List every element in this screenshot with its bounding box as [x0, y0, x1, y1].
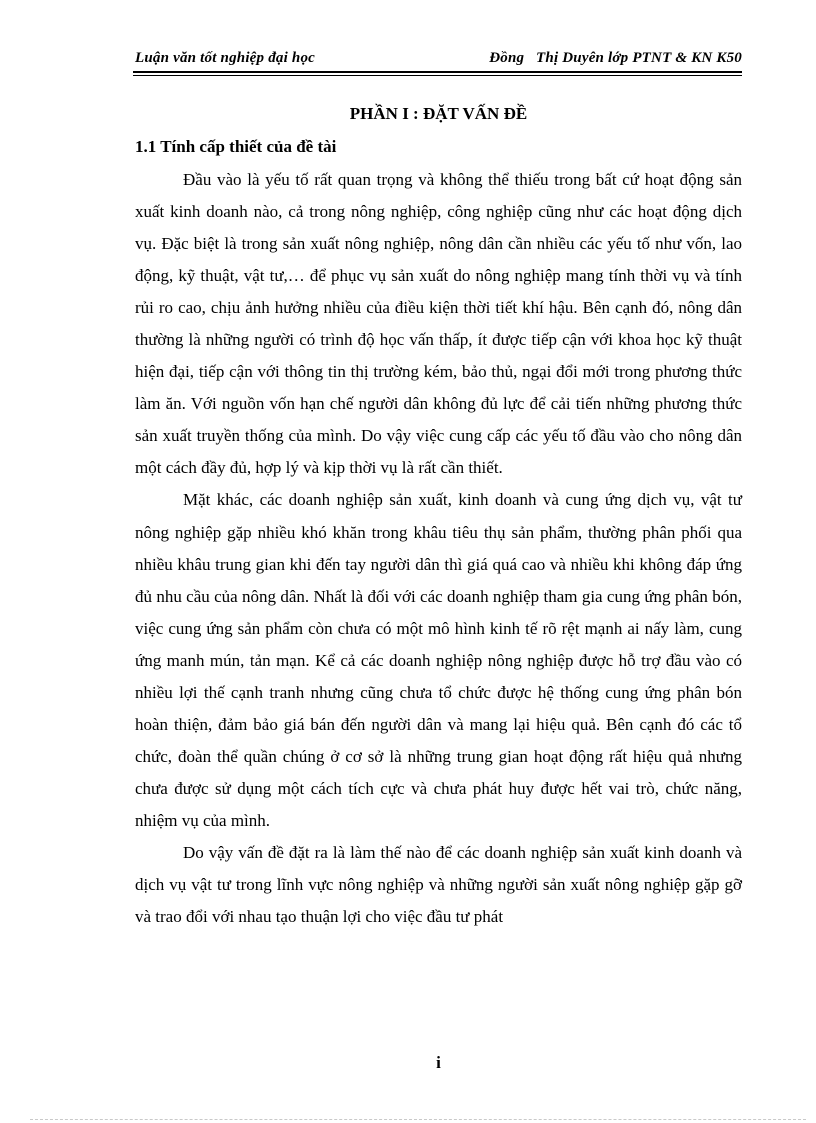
header-author-class: Đồng Thị Duyên lớp PTNT & KN K50 [489, 50, 742, 66]
header-rule [133, 71, 742, 73]
section-title: 1.1 Tính cấp thiết của đề tài [135, 137, 337, 156]
page-number: i [436, 1053, 441, 1072]
page-header [135, 46, 742, 70]
paragraph-3: Do vậy vấn đề đặt ra là làm thế nào để các doanh nghiệp sản xuất kinh doanh và dịch vụ vật tư trong lĩnh vực nông nghiệp và những người sản xuất nông nghiệp gặp gỡ và trao đổi với nhau tạo thuận lợi cho việc đầu tư phát [135, 842, 742, 927]
paragraph-2: Mặt khác, các doanh nghiệp sản xuất, kinh doanh và cung ứng dịch vụ, vật tư nông nghiệp gặp nhiều khó khăn trong khâu tiêu thụ sản phẩm, thường phân phối qua nhiều khâu trung gian khi đến tay người dân thì giá quá cao và nhiều khi không đáp ứng đủ nhu cầu của nông dân. Nhất là đối với các doanh nghiệp tham gia cung ứng phân bón, việc cung ứng sản phẩm còn chưa có một mô hình kinh tế rõ rệt mạnh ai nấy làm, cung ứng manh mún, tản mạn. Kể cả các doanh nghiệp nông nghiệp được hỗ trợ đầu vào có nhiều lợi thế cạnh tranh nhưng cũng chưa tổ chức được hệ thống cung ứng phân bón hoàn thiện, đảm bảo giá bán đến người dân và mang lại hiệu quả. Bên cạnh đó các tổ chức, đoàn thể quần chúng ở cơ sở là những trung gian hoạt động rất hiệu quả nhưng chưa được sử dụng một cách tích cực và chưa phát huy được hết vai trò, chức năng, nhiệm vụ của mình. [135, 490, 742, 830]
paragraph-1: Đầu vào là yếu tố rất quan trọng và không thể thiếu trong bất cứ hoạt động sản xuất kinh doanh nào, cả trong nông nghiệp, công nghiệp cũng như các hoạt động dịch vụ. Đặc biệt là trong sản xuất nông nghiệp, nông dân cần nhiều các yếu tố như vốn, lao động, kỹ thuật, vật tư,… để phục vụ sản xuất do nông nghiệp mang tính thời vụ và tính rủi ro cao, chịu ảnh hưởng nhiều của điều kiện thời tiết khí hậu. Bên cạnh đó, nông dân thường là những người có trình độ học vấn thấp, ít được tiếp cận với khoa học kỹ thuật hiện đại, tiếp cận với thông tin thị trường kém, bảo thủ, ngại đổi mới trong phương thức làm ăn. Với nguồn vốn hạn chế người dân không đủ lực để cải tiến những phương thức sản xuất truyền thống của mình. Do vậy việc cung cấp các yếu tố đầu vào cho nông dân một cách đầy đủ, hợp lý và kịp thời vụ là rất cần thiết. [135, 170, 742, 478]
page-bottom-edge [30, 1119, 806, 1120]
body-text [135, 164, 742, 933]
part-title: PHẦN I : ĐẶT VẤN ĐỀ [349, 104, 528, 123]
header-rule-thin [133, 75, 742, 76]
header-thesis-title: Luận văn tốt nghiệp đại học [135, 50, 316, 66]
